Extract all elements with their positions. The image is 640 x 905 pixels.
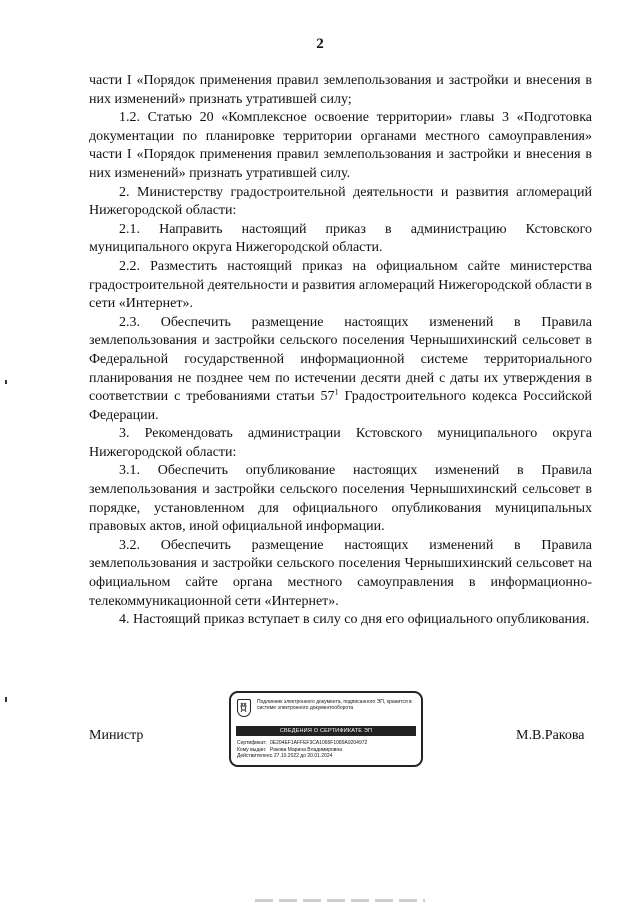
stamp-details	[237, 740, 419, 760]
bleed-through-text	[255, 899, 425, 902]
paragraph	[89, 109, 592, 183]
signer-title: Министр	[89, 728, 144, 743]
paragraph-text: 3.2. Обеспечить размещение настоящих изменений в Правила землепользования и застройки сельского поселения Чернышихинский сельсовет на официальном сайте органа местного самоуправления в информационно-телекоммуникационной сети «Интернет».	[89, 537, 592, 609]
paragraph	[89, 184, 592, 221]
paragraph	[89, 258, 592, 314]
paragraph-text: 2.2. Разместить настоящий приказ на официальном сайте министерства градостроительной деятельности и развития агломераций Нижегородской области в сети «Интернет».	[89, 258, 592, 312]
stamp-row-value: 0E204EF1AFFEF3CA1065F1089A9204972	[270, 740, 368, 746]
paragraph	[89, 611, 592, 630]
footnote-superscript: 1	[334, 387, 339, 397]
page-number: 2	[316, 36, 324, 52]
paragraph-text: 2.1. Направить настоящий приказ в администрацию Кстовского муниципального округа Нижегородской области.	[89, 221, 592, 256]
paragraph	[89, 221, 592, 258]
deer-coat-of-arms-icon	[237, 699, 251, 717]
paragraph	[89, 425, 592, 462]
stamp-row-label: Сертификат:	[237, 740, 267, 746]
scan-edge-mark	[5, 380, 7, 384]
scan-edge-mark	[5, 697, 7, 702]
paragraph-text: 2.3. Обеспечить размещение настоящих изменений в Правила землепользования и застройки сельского поселения Чернышихинский сельсовет в Федеральной государственной информационной системе территориального планирования не позднее чем по истечении десяти дней с даты их утверждения в соответствии с требованиями статьи 57	[89, 314, 592, 405]
stamp-row-value: Ракова Марина Владимировна	[270, 746, 342, 753]
electronic-signature-stamp	[229, 691, 423, 767]
paragraph	[89, 314, 592, 426]
paragraph	[89, 537, 592, 611]
paragraph-text: части I «Порядок применения правил землепользования и застройки и внесения в них изменений» признать утратившей силу;	[89, 73, 592, 107]
paragraph-text: 3.1. Обеспечить опубликование настоящих изменений в Правила землепользования и застройки сельского поселения Чернышихинский сельсовет в порядке, установленном для официального опубликования муниципальных правовых актов, иной официальной информации.	[89, 463, 592, 535]
paragraph-text: 2. Министерству градостроительной деятельности и развития агломераций Нижегородской области:	[89, 184, 592, 219]
paragraph	[89, 462, 592, 536]
stamp-header-text: Подлинник электронного документа, подписанного ЭП, хранится в системе электронного документооборота	[257, 699, 412, 711]
stamp-row	[237, 740, 419, 747]
paragraph-text: 3. Рекомендовать администрации Кстовского муниципального округа Нижегородской области:	[89, 426, 592, 460]
signer-name: М.В.Ракова	[516, 728, 585, 743]
stamp-row-label: Кому выдан:	[237, 746, 267, 753]
paragraph	[89, 72, 592, 109]
paragraph-text: 1.2. Статью 20 «Комплексное освоение территории» главы 3 «Подготовка документации по планировке территории органами местного самоуправления» части I «Порядок применения правил землепользования и застройки и внесения в них изменений» признать утратившей силу.	[89, 110, 592, 181]
document-body	[89, 72, 592, 630]
stamp-row	[237, 753, 419, 760]
stamp-row-value: с 27.10.2022 до 20.01.2024	[270, 753, 333, 760]
paragraph-text: Градостроительного кодекса Российской Федерации.	[89, 389, 592, 423]
stamp-row-label: Действителен:	[237, 753, 271, 760]
paragraph-text: 4. Настоящий приказ вступает в силу со дня его официального опубликования.	[119, 612, 590, 628]
stamp-certificate-title: СВЕДЕНИЯ О СЕРТИФИКАТЕ ЭП	[236, 726, 416, 736]
